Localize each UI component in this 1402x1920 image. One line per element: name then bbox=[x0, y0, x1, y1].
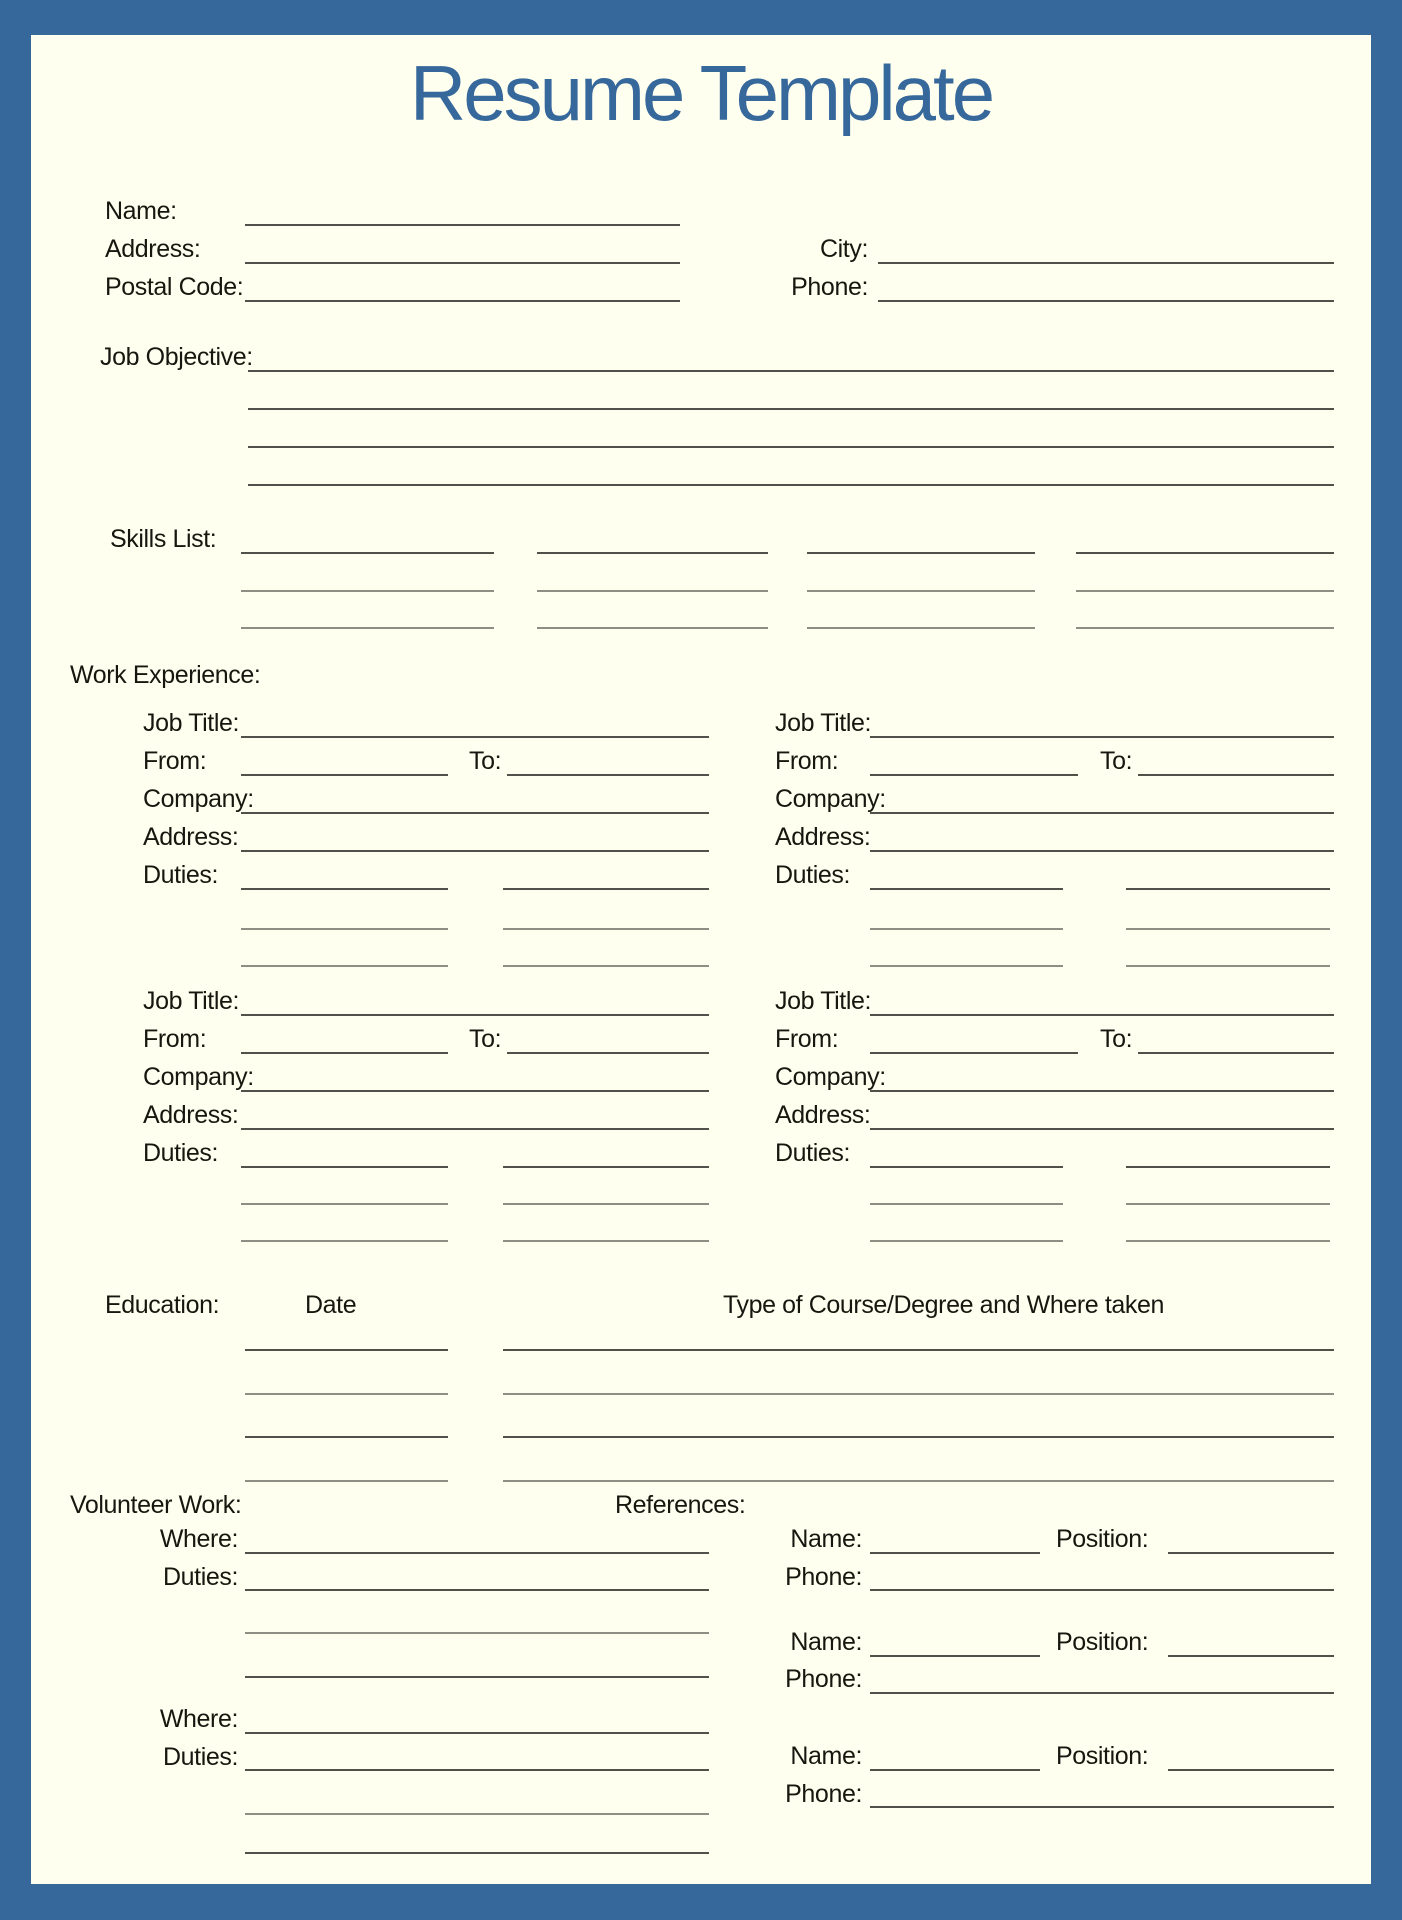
reference3-position-line[interactable] bbox=[1168, 1769, 1334, 1771]
job4-duties-line-1a[interactable] bbox=[870, 1166, 1063, 1168]
job2-duties-line-3b[interactable] bbox=[1126, 965, 1330, 967]
job4-duties-line-3a[interactable] bbox=[870, 1240, 1063, 1242]
skills-list-label: Skills List: bbox=[110, 525, 217, 553]
job2-duties-label: Duties: bbox=[775, 861, 851, 889]
reference2-position-line[interactable] bbox=[1168, 1655, 1334, 1657]
job4-title-label: Job Title: bbox=[775, 987, 872, 1015]
job2-from-line[interactable] bbox=[870, 774, 1078, 776]
job-objective-line-2[interactable] bbox=[248, 408, 1334, 410]
education-course-header: Type of Course/Degree and Where taken bbox=[723, 1291, 1165, 1319]
job1-duties-line-3b[interactable] bbox=[503, 965, 709, 967]
volunteer1-duties-line-3[interactable] bbox=[245, 1676, 709, 1678]
job2-title-label: Job Title: bbox=[775, 709, 872, 737]
job-objective-line-4[interactable] bbox=[248, 484, 1334, 486]
education-date-line-2[interactable] bbox=[245, 1393, 448, 1395]
education-date-header: Date bbox=[305, 1291, 357, 1319]
job3-title-label: Job Title: bbox=[143, 987, 240, 1015]
skill-line-1-3[interactable] bbox=[807, 552, 1035, 554]
job3-address-line[interactable] bbox=[241, 1128, 709, 1130]
job3-duties-line-2b[interactable] bbox=[503, 1203, 709, 1205]
job4-duties-line-3b[interactable] bbox=[1126, 1240, 1330, 1242]
job1-from-line[interactable] bbox=[241, 774, 448, 776]
postal-code-label: Postal Code: bbox=[105, 273, 244, 301]
job3-from-line[interactable] bbox=[241, 1052, 448, 1054]
skill-line-2-2[interactable] bbox=[537, 590, 768, 592]
education-course-line-2[interactable] bbox=[503, 1393, 1334, 1395]
job4-duties-line-2b[interactable] bbox=[1126, 1203, 1330, 1205]
job4-address-line[interactable] bbox=[870, 1128, 1334, 1130]
job1-title-label: Job Title: bbox=[143, 709, 240, 737]
work-experience-label: Work Experience: bbox=[70, 661, 261, 689]
volunteer-work-label: Volunteer Work: bbox=[70, 1491, 242, 1519]
job2-address-label: Address: bbox=[775, 823, 871, 851]
education-course-line-4[interactable] bbox=[503, 1480, 1334, 1482]
skill-line-2-3[interactable] bbox=[807, 590, 1035, 592]
job4-title-line[interactable] bbox=[870, 1014, 1334, 1016]
volunteer1-where-line[interactable] bbox=[245, 1552, 709, 1554]
job2-duties-line-2a[interactable] bbox=[870, 928, 1063, 930]
reference3-phone-line[interactable] bbox=[870, 1806, 1334, 1808]
page-title: Resume Template bbox=[409, 49, 993, 137]
reference1-position-line[interactable] bbox=[1168, 1552, 1334, 1554]
phone-line[interactable] bbox=[878, 300, 1334, 302]
job1-duties-label: Duties: bbox=[143, 861, 219, 889]
job2-company-label: Company: bbox=[775, 785, 886, 813]
reference3-position-label: Position: bbox=[1056, 1742, 1149, 1770]
job3-duties-line-1b[interactable] bbox=[503, 1166, 709, 1168]
education-date-line-4[interactable] bbox=[245, 1480, 448, 1482]
skill-line-1-2[interactable] bbox=[537, 552, 768, 554]
reference1-position-label: Position: bbox=[1056, 1525, 1149, 1553]
volunteer1-duties-line-2[interactable] bbox=[245, 1632, 709, 1634]
job2-duties-line-2b[interactable] bbox=[1126, 928, 1330, 930]
job-objective-label: Job Objective: bbox=[100, 343, 253, 371]
postal-code-line[interactable] bbox=[245, 300, 680, 302]
job3-from-label: From: bbox=[143, 1025, 207, 1053]
reference1-name-label: Name: bbox=[790, 1525, 862, 1553]
skill-line-2-1[interactable] bbox=[241, 590, 494, 592]
job3-address-label: Address: bbox=[143, 1101, 239, 1129]
job1-duties-line-1a[interactable] bbox=[241, 888, 448, 890]
job1-from-label: From: bbox=[143, 747, 207, 775]
skill-line-3-3[interactable] bbox=[807, 627, 1035, 629]
reference3-name-line[interactable] bbox=[870, 1769, 1040, 1771]
job2-to-label: To: bbox=[1100, 747, 1133, 775]
job1-company-line[interactable] bbox=[241, 812, 709, 814]
job4-from-line[interactable] bbox=[870, 1052, 1078, 1054]
job4-address-label: Address: bbox=[775, 1101, 871, 1129]
job3-duties-line-3a[interactable] bbox=[241, 1240, 448, 1242]
volunteer2-where-line[interactable] bbox=[245, 1732, 709, 1734]
job3-company-label: Company: bbox=[143, 1063, 254, 1091]
education-date-line-1[interactable] bbox=[245, 1349, 448, 1351]
job1-duties-line-1b[interactable] bbox=[503, 888, 709, 890]
phone-label: Phone: bbox=[791, 273, 868, 301]
page-frame bbox=[31, 35, 1371, 1884]
job3-duties-line-1a[interactable] bbox=[241, 1166, 448, 1168]
volunteer2-duties-line-1[interactable] bbox=[245, 1769, 709, 1771]
job3-to-line[interactable] bbox=[507, 1052, 709, 1054]
job4-duties-line-2a[interactable] bbox=[870, 1203, 1063, 1205]
job3-to-label: To: bbox=[469, 1025, 502, 1053]
reference1-name-line[interactable] bbox=[870, 1552, 1040, 1554]
job-objective-line-3[interactable] bbox=[248, 446, 1334, 448]
job4-to-line[interactable] bbox=[1138, 1052, 1334, 1054]
reference2-name-label: Name: bbox=[790, 1628, 862, 1656]
job3-duties-line-2a[interactable] bbox=[241, 1203, 448, 1205]
reference2-phone-line[interactable] bbox=[870, 1692, 1334, 1694]
skill-line-2-4[interactable] bbox=[1076, 590, 1334, 592]
job4-duties-line-1b[interactable] bbox=[1126, 1166, 1330, 1168]
job-objective-line-1[interactable] bbox=[248, 370, 1334, 372]
name-label: Name: bbox=[105, 197, 177, 225]
education-label: Education: bbox=[105, 1291, 220, 1319]
job4-company-line[interactable] bbox=[870, 1090, 1334, 1092]
job3-company-line[interactable] bbox=[241, 1090, 709, 1092]
job2-duties-line-1a[interactable] bbox=[870, 888, 1063, 890]
job1-to-line[interactable] bbox=[507, 774, 709, 776]
skill-line-1-1[interactable] bbox=[241, 552, 494, 554]
volunteer2-duties-label: Duties: bbox=[162, 1743, 238, 1771]
reference2-name-line[interactable] bbox=[870, 1655, 1040, 1657]
skill-line-3-1[interactable] bbox=[241, 627, 494, 629]
city-line[interactable] bbox=[878, 262, 1334, 264]
reference2-phone-label: Phone: bbox=[785, 1665, 862, 1693]
job1-address-line[interactable] bbox=[241, 850, 709, 852]
references-label: References: bbox=[615, 1491, 746, 1519]
job1-company-label: Company: bbox=[143, 785, 254, 813]
job3-title-line[interactable] bbox=[241, 1014, 709, 1016]
job2-duties-line-3a[interactable] bbox=[870, 965, 1063, 967]
reference2-position-label: Position: bbox=[1056, 1628, 1149, 1656]
skill-line-3-2[interactable] bbox=[537, 627, 768, 629]
skill-line-3-4[interactable] bbox=[1076, 627, 1334, 629]
job2-company-line[interactable] bbox=[870, 812, 1334, 814]
name-line[interactable] bbox=[245, 224, 680, 226]
job4-from-label: From: bbox=[775, 1025, 839, 1053]
reference3-name-label: Name: bbox=[790, 1742, 862, 1770]
education-course-line-3[interactable] bbox=[503, 1436, 1334, 1438]
job3-duties-line-3b[interactable] bbox=[503, 1240, 709, 1242]
education-date-line-3[interactable] bbox=[245, 1436, 448, 1438]
reference1-phone-line[interactable] bbox=[870, 1589, 1334, 1591]
volunteer2-duties-line-2[interactable] bbox=[245, 1813, 709, 1815]
job1-to-label: To: bbox=[469, 747, 502, 775]
job1-duties-line-2b[interactable] bbox=[503, 928, 709, 930]
job1-address-label: Address: bbox=[143, 823, 239, 851]
skill-line-1-4[interactable] bbox=[1076, 552, 1334, 554]
job1-title-line[interactable] bbox=[241, 736, 709, 738]
reference3-phone-label: Phone: bbox=[785, 1780, 862, 1808]
volunteer2-where-label: Where: bbox=[159, 1705, 238, 1733]
job2-to-line[interactable] bbox=[1138, 774, 1334, 776]
job2-title-line[interactable] bbox=[870, 736, 1334, 738]
address-label: Address: bbox=[105, 235, 201, 263]
job3-duties-label: Duties: bbox=[143, 1139, 219, 1167]
volunteer1-duties-label: Duties: bbox=[162, 1563, 238, 1591]
address-line[interactable] bbox=[245, 262, 680, 264]
volunteer2-duties-line-3[interactable] bbox=[245, 1852, 709, 1854]
reference1-phone-label: Phone: bbox=[785, 1563, 862, 1591]
job2-duties-line-1b[interactable] bbox=[1126, 888, 1330, 890]
city-label: City: bbox=[819, 235, 868, 263]
job4-duties-label: Duties: bbox=[775, 1139, 851, 1167]
job2-from-label: From: bbox=[775, 747, 839, 775]
job4-to-label: To: bbox=[1100, 1025, 1133, 1053]
job1-duties-line-2a[interactable] bbox=[241, 928, 448, 930]
volunteer1-where-label: Where: bbox=[159, 1525, 238, 1553]
job2-address-line[interactable] bbox=[870, 850, 1334, 852]
education-course-line-1[interactable] bbox=[503, 1349, 1334, 1351]
job4-company-label: Company: bbox=[775, 1063, 886, 1091]
job1-duties-line-3a[interactable] bbox=[241, 965, 448, 967]
volunteer1-duties-line-1[interactable] bbox=[245, 1589, 709, 1591]
